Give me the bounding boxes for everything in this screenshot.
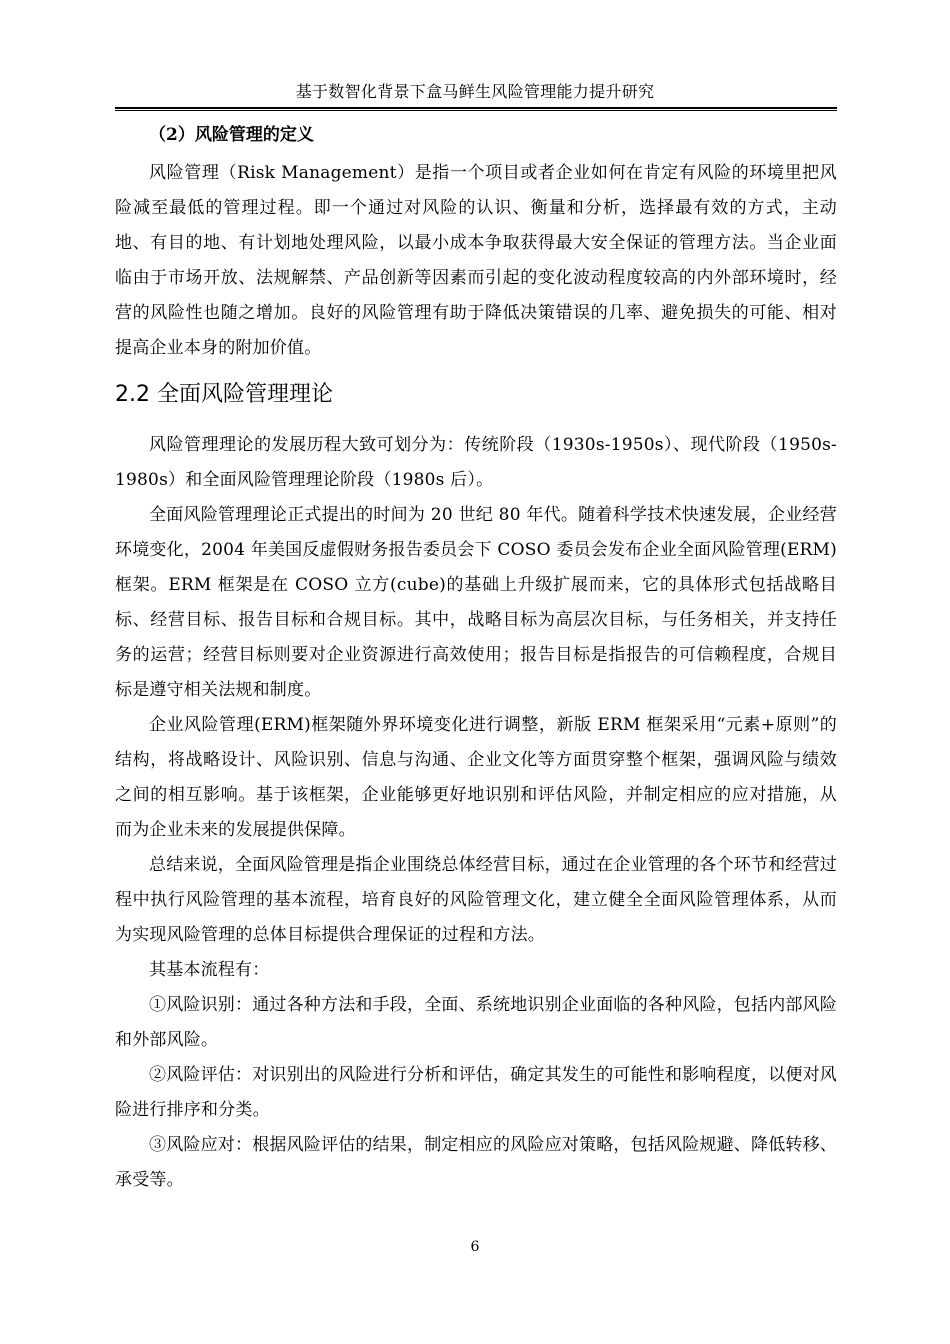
body-paragraph-2: 全面风险管理理论正式提出的时间为 20 世纪 80 年代。随着科学技术快速发展，企业经营环境变化，2004 年美国反虚假财务报告委员会下 COSO 委员会发布企业全面风险管理(ERM)框架。ERM 框架是在 COSO 立方(cube)的基础上升级扩展而来，它的具体形式包括战略目标、经营目标、报告目标和合规目标。其中，战略目标为高层次目标，与任务相关，并支持任务的运营；经营目标则要对企业资源进行高效使用；报告目标是指报告的可信赖程度，合规目标是遵守相关法规和制度。 [115,505,837,700]
process-item-risk-response: ③风险应对：根据风险评估的结果，制定相应的风险应对策略，包括风险规避、降低转移、承受等。 [115,1135,837,1190]
header-rule [115,107,837,111]
process-item-risk-identification: ①风险识别：通过各种方法和手段，全面、系统地识别企业面临的各种风险，包括内部风险和外部风险。 [115,995,837,1050]
definition-paragraph: 风险管理（Risk Management）是指一个项目或者企业如何在肯定有风险的环境里把风险减至最低的管理过程。即一个通过对风险的认识、衡量和分析，选择最有效的方式，主动地、有目的地、有计划地处理风险，以最小成本争取获得最大安全保证的管理方法。当企业面临由于市场开放、法规解禁、产品创新等因素而引起的变化波动程度较高的内外部环境时，经营的风险性也随之增加。良好的风险管理有助于降低决策错误的几率、避免损失的可能、相对提高企业本身的附加价值。 [115,163,837,358]
page-body [115,118,837,1198]
body-paragraph-1: 风险管理理论的发展历程大致可划分为：传统阶段（1930s-1950s）、现代阶段（1950s-1980s）和全面风险管理理论阶段（1980s 后）。 [115,435,837,490]
section-heading-2-2: 2.2 全面风险管理理论 [115,382,333,407]
process-intro: 其基本流程有： [149,960,270,980]
body-paragraph-3: 企业风险管理(ERM)框架随外界环境变化进行调整，新版 ERM 框架采用“元素+原则”的结构，将战略设计、风险识别、信息与沟通、企业文化等方面贯穿整个框架，强调风险与绩效之间的相互影响。基于该框架，企业能够更好地识别和评估风险，并制定相应的应对措施，从而为企业未来的发展提供保障。 [115,715,837,840]
body-paragraph-4: 总结来说，全面风险管理是指企业围绕总体经营目标，通过在企业管理的各个环节和经营过程中执行风险管理的基本流程，培育良好的风险管理文化，建立健全全面风险管理体系，从而为实现风险管理的总体目标提供合理保证的过程和方法。 [115,855,837,945]
running-header-title: 基于数智化背景下盒马鲜生风险管理能力提升研究 [295,82,655,101]
definition-subheading: （2）风险管理的定义 [149,125,314,145]
page-number: 6 [470,1239,480,1255]
process-item-risk-assessment: ②风险评估：对识别出的风险进行分析和评估，确定其发生的可能性和影响程度，以便对风险进行排序和分类。 [115,1065,837,1120]
